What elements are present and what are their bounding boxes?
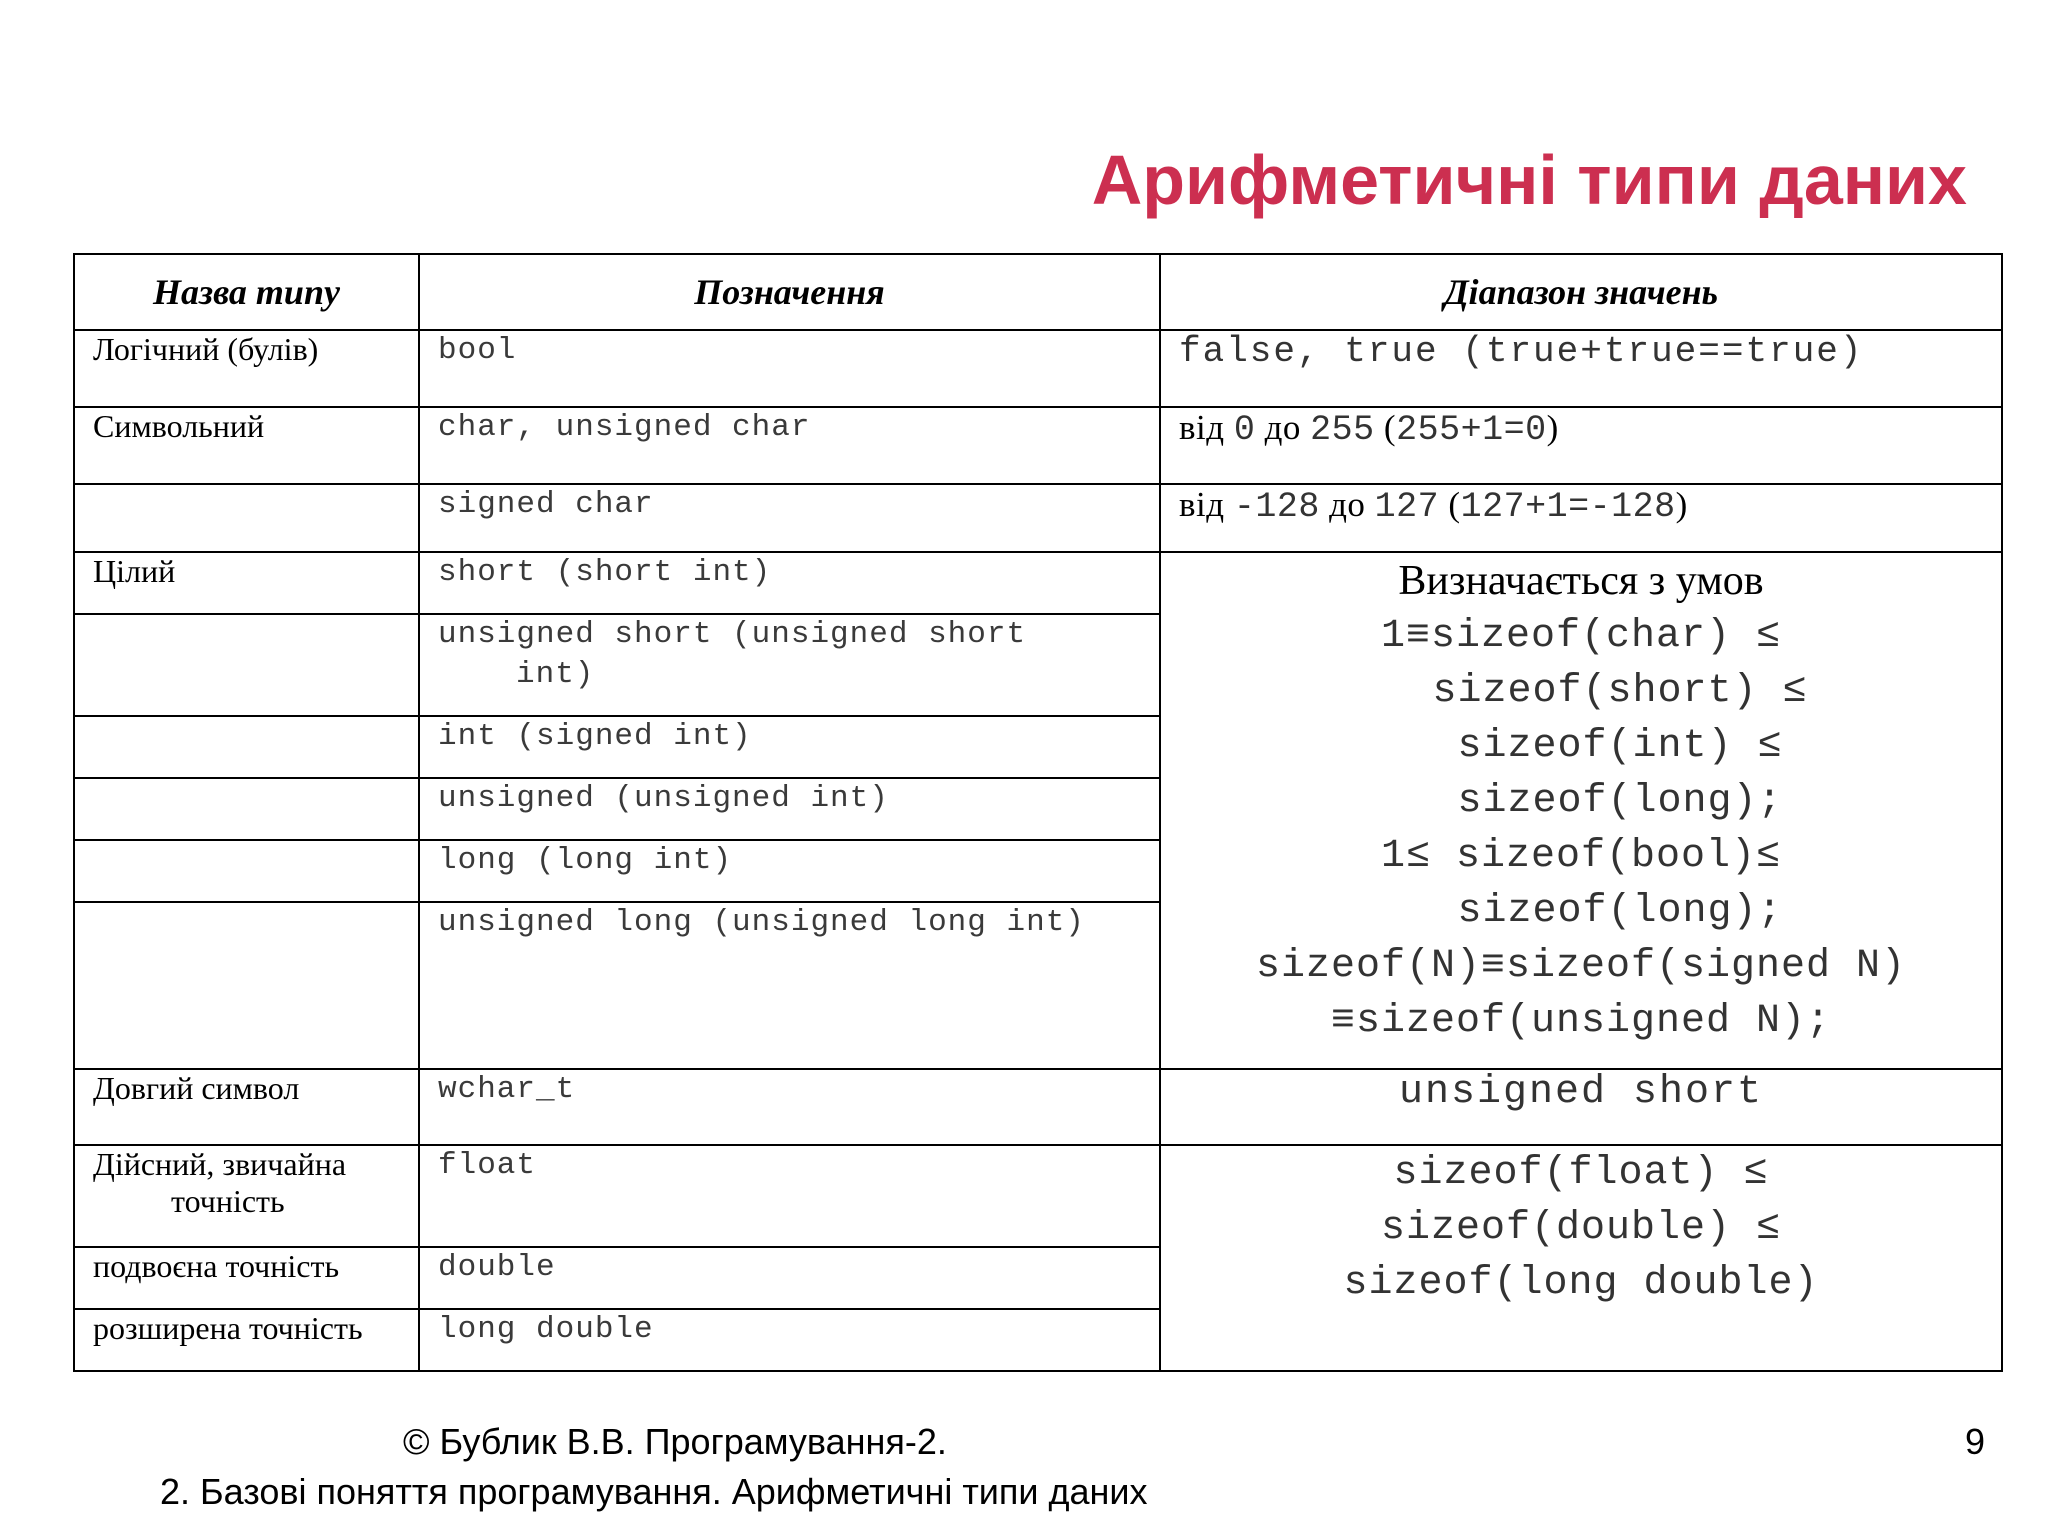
table-row xyxy=(74,407,2002,484)
type-name-cell xyxy=(74,840,419,902)
range-word: до xyxy=(1264,408,1301,447)
code-line: unsigned short (unsigned short xyxy=(438,617,1027,652)
type-code-cell: unsigned (unsigned int) xyxy=(419,778,1160,840)
type-code-cell: short (short int) xyxy=(419,552,1160,614)
range-word: до xyxy=(1329,485,1366,524)
range-paren: ( xyxy=(1448,485,1461,524)
range-paren: ( xyxy=(1383,408,1397,447)
type-name-cell xyxy=(74,484,419,552)
arithmetic-types-table xyxy=(73,253,2003,1372)
condition-line: sizeof(float) ≤ xyxy=(1393,1151,1769,1196)
condition-line-text: sizeof(long); xyxy=(1457,889,1783,934)
type-code-cell xyxy=(419,614,1160,716)
range-paren: ) xyxy=(1546,408,1559,447)
table-header-row xyxy=(74,254,2002,330)
condition-line xyxy=(1179,774,1983,829)
header-value-range: Діапазон значень xyxy=(1160,254,2002,330)
slide-title: Арифметичні типи даних xyxy=(1091,141,1967,219)
range-word: від xyxy=(1179,485,1225,524)
type-name-cell: подвоєна точність xyxy=(74,1247,419,1309)
type-code-cell: bool xyxy=(419,330,1160,407)
type-name-cell xyxy=(74,902,419,1069)
condition-line-text: sizeof(int) ≤ xyxy=(1457,724,1783,769)
type-range-cell xyxy=(1160,484,2002,552)
type-range-cell: false, true (true+true==true) xyxy=(1160,330,2002,407)
range-value: 255 xyxy=(1310,410,1375,450)
condition-line: 1≤ sizeof(bool)≤ xyxy=(1380,834,1782,879)
condition-line: sizeof(long double) xyxy=(1343,1261,1819,1306)
type-code-cell: double xyxy=(419,1247,1160,1309)
table-row xyxy=(74,552,2002,614)
condition-line-text: sizeof(long); xyxy=(1457,779,1783,824)
type-name-cell: Символьний xyxy=(74,407,419,484)
condition-line-text: sizeof(short) ≤ xyxy=(1432,669,1808,714)
range-value: 127 xyxy=(1374,487,1440,527)
range-value: -128 xyxy=(1233,487,1320,527)
footer-copyright: © Бублик В.В. Програмування-2. xyxy=(403,1421,947,1462)
page-number: 9 xyxy=(1964,1421,1985,1462)
condition-line: sizeof(N)≡sizeof(signed N) xyxy=(1255,944,1907,989)
range-word: від xyxy=(1179,408,1225,447)
type-name-cell: розширена точність xyxy=(74,1309,419,1371)
type-code-cell: long double xyxy=(419,1309,1160,1371)
header-designation: Позначення xyxy=(419,254,1160,330)
type-range-cell xyxy=(1160,407,2002,484)
type-code-cell: signed char xyxy=(419,484,1160,552)
integer-size-condition-cell xyxy=(1160,552,2002,1069)
type-code-cell: long (long int) xyxy=(419,840,1160,902)
condition-line: ≡sizeof(unsigned N); xyxy=(1330,999,1832,1044)
type-name-line: точність xyxy=(171,1183,285,1219)
type-name-cell xyxy=(74,778,419,840)
range-value: 0 xyxy=(1233,410,1256,450)
type-name-cell: Довгий символ xyxy=(74,1069,419,1145)
condition-heading: Визначається з умов xyxy=(1398,558,1764,604)
type-code-cell: char, unsigned char xyxy=(419,407,1160,484)
type-name-cell xyxy=(74,716,419,778)
type-name-line: Дійсний, звичайна xyxy=(93,1146,347,1182)
type-range-cell: unsigned short xyxy=(1160,1069,2002,1145)
float-size-condition-cell xyxy=(1160,1145,2002,1371)
range-paren: ) xyxy=(1675,485,1688,524)
code-line: int) xyxy=(516,657,595,692)
type-code-cell: unsigned long (unsigned long int) xyxy=(419,902,1160,1069)
condition-line xyxy=(1179,664,1983,719)
range-value: 255+1=0 xyxy=(1396,410,1547,450)
type-name-cell xyxy=(74,614,419,716)
condition-line: sizeof(double) ≤ xyxy=(1380,1206,1782,1251)
table-row xyxy=(74,1069,2002,1145)
table-row xyxy=(74,484,2002,552)
table-row xyxy=(74,330,2002,407)
header-type-name: Назва типу xyxy=(74,254,419,330)
condition-line: 1≡sizeof(char) ≤ xyxy=(1380,614,1782,659)
condition-line xyxy=(1179,884,1983,939)
type-code-cell: int (signed int) xyxy=(419,716,1160,778)
type-code-cell: wchar_t xyxy=(419,1069,1160,1145)
condition-line xyxy=(1179,719,1983,774)
footer-subtitle: 2. Базові поняття програмування. Арифметичні типи даних xyxy=(160,1471,1148,1512)
table-row xyxy=(74,1145,2002,1247)
type-name-cell: Логічний (булів) xyxy=(74,330,419,407)
range-value: 127+1=-128 xyxy=(1460,487,1676,527)
type-name-cell xyxy=(74,1145,419,1247)
type-code-cell: float xyxy=(419,1145,1160,1247)
type-name-cell: Цілий xyxy=(74,552,419,614)
